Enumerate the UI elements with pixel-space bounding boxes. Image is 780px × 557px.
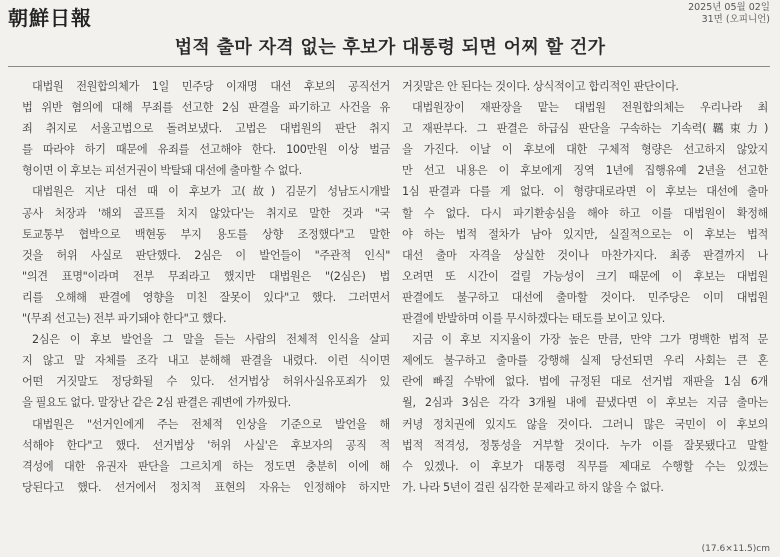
article-text-line: 법 위반 혐의에 대해 무죄를 선고한 2심 판결을 파기하고 사건을 유 [22, 101, 390, 115]
article-text-line: 대선 출마 자격을 상실한 것이나 마찬가지다. 최종 판결까지 나 [402, 248, 768, 262]
article-text-line: 법적 적격성, 정통성을 거부할 것이다. 누가 이를 잘못됐다고 말할 [402, 438, 768, 452]
article-text-line: 리를 오해해 판결에 영향을 미친 잘못이 있다"고 했다. 그러면서 [22, 290, 390, 304]
article-text-line: 지 않고 말 자체를 조각 내고 분해해 판결을 내렸다. 이런 식이면 [22, 354, 390, 368]
article-text-line: 란에 빠질 수밖에 없다. 법에 규정된 대로 선거법 재판을 1심 6개 [402, 375, 768, 389]
article-text-line: 할 수 없다. 다시 파기환송심을 해야 하고 이를 대법원이 확정해 [402, 206, 768, 220]
article-text-line: 판결에도 불구하고 대선에 출마할 것이다. 민주당은 이미 대법원 [402, 290, 768, 304]
article-text-line: 을 가진다. 이날 이 후보에 대한 구체적 형량은 선고하지 않았지 [402, 143, 768, 157]
article-text-line: 고 재판부다. 그 판결은 하급심 판단을 구속하는 기속력(羈束力) [402, 122, 768, 136]
article-text-line: 격성에 대한 유권자 판단을 그르치게 하는 정도면 충분히 이에 해 [22, 459, 390, 473]
article-text-line: 2심은 이 후보 발언을 그 말을 듣는 사람의 전체적 인식을 살피 [32, 333, 390, 347]
article-text-line: 수 있겠나. 이 후보가 대통령 직무를 제대로 수행할 수는 있겠는 [402, 459, 768, 473]
article-text-line: 만 선고 내용은 이 후보에게 징역 1년에 집행유예 2년을 선고한 [402, 164, 768, 178]
article-text-line: 죄 취지로 서울고법으로 돌려보냈다. 고법은 대법원의 판단 취지 [22, 122, 390, 136]
article-text-line: 공사 처장과 '해외 골프를 치지 않았다'는 취지로 말한 것과 "국 [22, 206, 390, 220]
headline-divider [8, 66, 770, 67]
article-text-line: 을 필요도 없다. 말장난 같은 2심 판결은 궤변에 가까웠다. [22, 396, 291, 410]
article-size-note: (17.6×11.5)cm [701, 544, 770, 554]
article-text-line: 당된다고 했다. 선거에서 정치적 표현의 자유는 인정해야 하지만 [22, 480, 390, 494]
article-text-line: 거짓말은 안 된다는 것이다. 상식적이고 합리적인 판단이다. [402, 80, 679, 93]
article-text-line: 판결에 반발하며 이를 무시하겠다는 태도를 보이고 있다. [402, 312, 665, 326]
article-text-line: 형이면 이 후보는 피선거권이 박탈돼 대선에 출마할 수 없다. [22, 164, 302, 178]
article-text-line: 대법원은 "선거인에게 주는 전체적 인상을 기준으로 발언을 해 [32, 417, 390, 431]
article-text-line: 석해야 한다"고 했다. 선거법상 '허위 사실'은 후보자의 공직 적 [22, 438, 390, 452]
article-text-line: 커녕 정치권에 있지도 않을 것이다. 그러니 많은 국민이 이 후보의 [402, 417, 768, 431]
article-text-line: 대법원장이 재판장을 맡는 대법원 전원합의체는 우리나라 최 [412, 101, 768, 115]
article-text-line: 오려면 또 시간이 걸릴 가능성이 크기 때문에 이 후보는 대법원 [402, 269, 768, 283]
article-text-line: 대법원은 지난 대선 때 이 후보가 고(故) 김문기 성남도시개발 [32, 185, 390, 199]
article-text-line: 야 하는 법적 절차가 남아 있지만, 실질적으로는 이 후보는 법적 [402, 227, 768, 241]
article-text-line: "의견 표명"이라며 전부 무죄라고 했지만 대법원은 "(2심은) 법 [22, 269, 390, 283]
article-text-line: 어떤 거짓말도 정당화될 수 있다. 선거법상 허위사실유포죄가 있 [22, 375, 390, 389]
publication-date: 2025년 05월 02일 [688, 2, 770, 13]
article-column-left [22, 76, 390, 498]
newspaper-masthead: 朝鮮日報 [8, 6, 92, 30]
article-headline: 법적 출마 자격 없는 후보가 대통령 되면 어찌 할 건가 [174, 37, 606, 58]
article-text-line: 월, 2심과 3심은 각각 3개월 내에 끝냈다면 이 후보는 지금 출마는 [402, 396, 768, 410]
article-text-line: 가. 나라 5년이 걸린 심각한 문제라고 하지 않을 수 없다. [402, 480, 664, 494]
article-text-line: 제에도 불구하고 출마를 강행해 실제 당선되면 우리 사회는 큰 혼 [402, 354, 768, 368]
article-text-line: "(무죄 선고는) 전부 파기돼야 한다"고 했다. [22, 312, 227, 326]
article-text-line: 토교통부 협박으로 백현동 부지 용도를 상향 조정했다"고 말한 [22, 227, 390, 241]
article-text-line: 것을 허위 사실로 판단했다. 2심은 이 발언들이 "주관적 인식" [22, 248, 390, 262]
article-text-line: 지금 이 후보 지지율이 가장 높은 만큼, 만약 그가 명백한 법적 문 [412, 333, 768, 347]
article-text-line: 1심 판결과 다를 게 없다. 이 형량대로라면 이 후보는 대선에 출마 [402, 185, 768, 199]
article-text-line: 를 따라야 하기 때문에 유죄를 선고해야 한다. 100만원 이상 벌금 [22, 143, 390, 157]
article-text-line: 대법원 전원합의체가 1일 민주당 이재명 대선 후보의 공직선거 [32, 80, 390, 93]
page-section: 31면 (오피니언) [701, 14, 770, 25]
article-meta [688, 2, 770, 26]
article-column-right [402, 76, 768, 498]
